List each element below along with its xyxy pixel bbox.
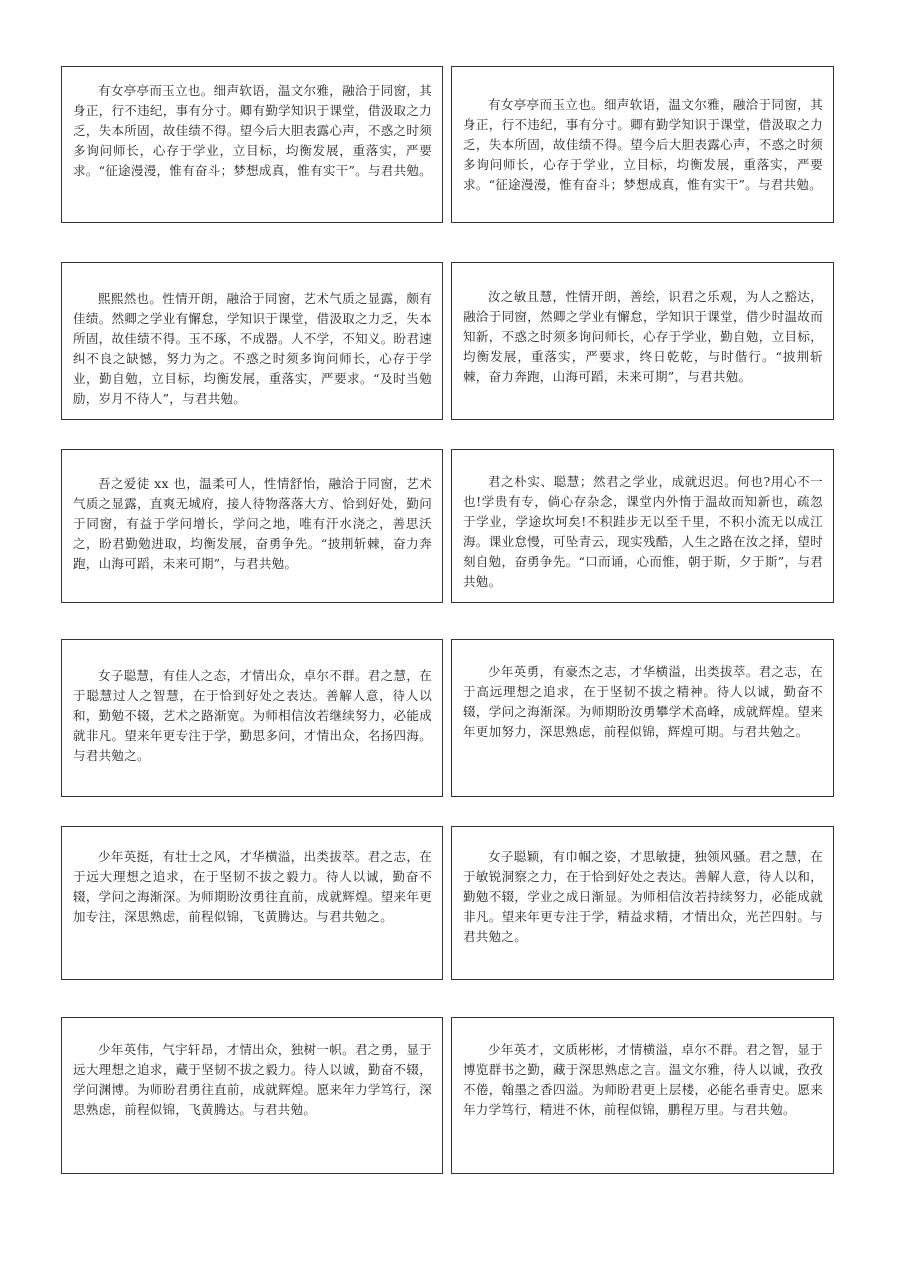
comment-card: 女子聪慧，有佳人之态，才情出众，卓尔不群。君之慧，在于聪慧过人之智慧，在于恰到好处之表达。善解人意，待人以和，勤勉不辍，艺术之路渐宽。为师相信汝若继续努力，必能成就非凡。望来年更专注于学，勤思多问，才情出众，名扬四海。与君共勉之。 [61, 639, 443, 797]
comment-card: 熙熙然也。性情开朗，融洽于同窗，艺术气质之显露，颇有佳绩。然卿之学业有懈怠，学知识于课堂，借汲取之力乏，失本所固，故佳绩不得。玉不琢，不成器。人不学，不知义。盼君速纠不良之缺憾，努力为之。不惑之时须多询问师长，心存于学业，勤自勉，立目标，均衡发展，重落实，严要求。“及时当勉励，岁月不待人”，与君共勉。 [61, 262, 443, 420]
comment-card: 少年英挺，有壮士之风，才华横溢，出类拔萃。君之志，在于远大理想之追求，在于坚韧不拔之毅力。待人以诚，勤奋不辍，学问之海渐深。为师期盼汝勇往直前，成就辉煌。望来年更加专注，深思熟虑，前程似锦，飞黄腾达。与君共勉之。 [61, 826, 443, 980]
comment-card: 汝之敏且慧，性情开朗，善绘，识君之乐观，为人之豁达，融洽于同窗，然卿之学业有懈怠，学知识于课堂，借少时温故而知新，不惑之时须多询问师长，心存于学业，勤自勉，立目标，均衡发展，重落实，严要求，终日乾乾，与时偕行。“披荆斩棘，奋力奔跑，山海可蹈，未来可期”，与君共勉。 [451, 262, 834, 420]
comment-card: 少年英才，文质彬彬，才情横溢，卓尔不群。君之智，显于博览群书之勤，藏于深思熟虑之言。温文尔雅，待人以诚，孜孜不倦，翰墨之香四溢。为师盼君更上层楼，必能名垂青史。愿来年力学笃行，精进不休，前程似锦，鹏程万里。与君共勉。 [451, 1017, 834, 1174]
comment-card: 吾之爱徒 xx 也，温柔可人，性情舒怡，融洽于同窗，艺术气质之显露，直爽无城府，接人待物落落大方、恰到好处，勤问于同窗，有益于学问增长，学问之地，唯有汗水浇之，善思沃之，盼君勤勉进取，均衡发展，奋勇争先。“披荆斩棘，奋力奔跑，山海可蹈，未来可期”，与君共勉。 [61, 449, 443, 603]
comment-card: 有女亭亭而玉立也。细声软语，温文尔雅，融洽于同窗，其身正，行不违纪，事有分寸。卿有勤学知识于课堂，借汲取之力乏，失本所固，故佳绩不得。望今后大胆表露心声，不惑之时须多询问师长，心存于学业，立目标，均衡发展，重落实，严要求。“征途漫漫，惟有奋斗；梦想成真，惟有实干”。与君共勉。 [451, 66, 834, 223]
comment-card: 少年英勇，有豪杰之志，才华横溢，出类拔萃。君之志，在于高远理想之追求，在于坚韧不拔之精神。待人以诚，勤奋不辍，学问之海渐深。为师期盼汝勇攀学术高峰，成就辉煌。望来年更加努力，深思熟虑，前程似锦，辉煌可期。与君共勉之。 [451, 639, 834, 797]
comment-card: 女子聪颖，有巾帼之姿，才思敏捷，独领风骚。君之慧，在于敏锐洞察之力，在于恰到好处之表达。善解人意，待人以和，勤勉不辍，学业之成日渐显。为师相信汝若持续努力，必能成就非凡。望来年更专注于学，精益求精，才情出众，光芒四射。与君共勉之。 [451, 826, 834, 980]
comment-card: 有女亭亭而玉立也。细声软语，温文尔雅，融洽于同窗，其身正，行不违纪，事有分寸。卿有勤学知识于课堂，借汲取之力乏，失本所固，故佳绩不得。望今后大胆表露心声，不惑之时须多询问师长，心存于学业，立目标，均衡发展，重落实，严要求。“征途漫漫，惟有奋斗；梦想成真，惟有实干”。与君共勉。 [61, 66, 443, 223]
comment-card: 君之朴实、聪慧；然君之学业，成就迟迟。何也?用心不一也!学贵有专，倘心存杂念，课堂内外惰于温故而知新也，疏忽于学业，学途坎坷矣!不积跬步无以至千里，不积小流无以成江海。课业怠慢，可坠青云，现实残酷，人生之路在汝之择，望时刻自勉，奋勇争先。“口而诵，心而惟，朝于斯，夕于斯”，与君共勉。 [451, 449, 834, 603]
comment-card: 少年英伟，气宇轩昂，才情出众，独树一帜。君之勇，显于远大理想之追求，藏于坚韧不拔之毅力。待人以诚，勤奋不辍，学问渊博。为师盼君勇往直前，成就辉煌。愿来年力学笃行，深思熟虑，前程似锦，飞黄腾达。与君共勉。 [61, 1017, 443, 1174]
